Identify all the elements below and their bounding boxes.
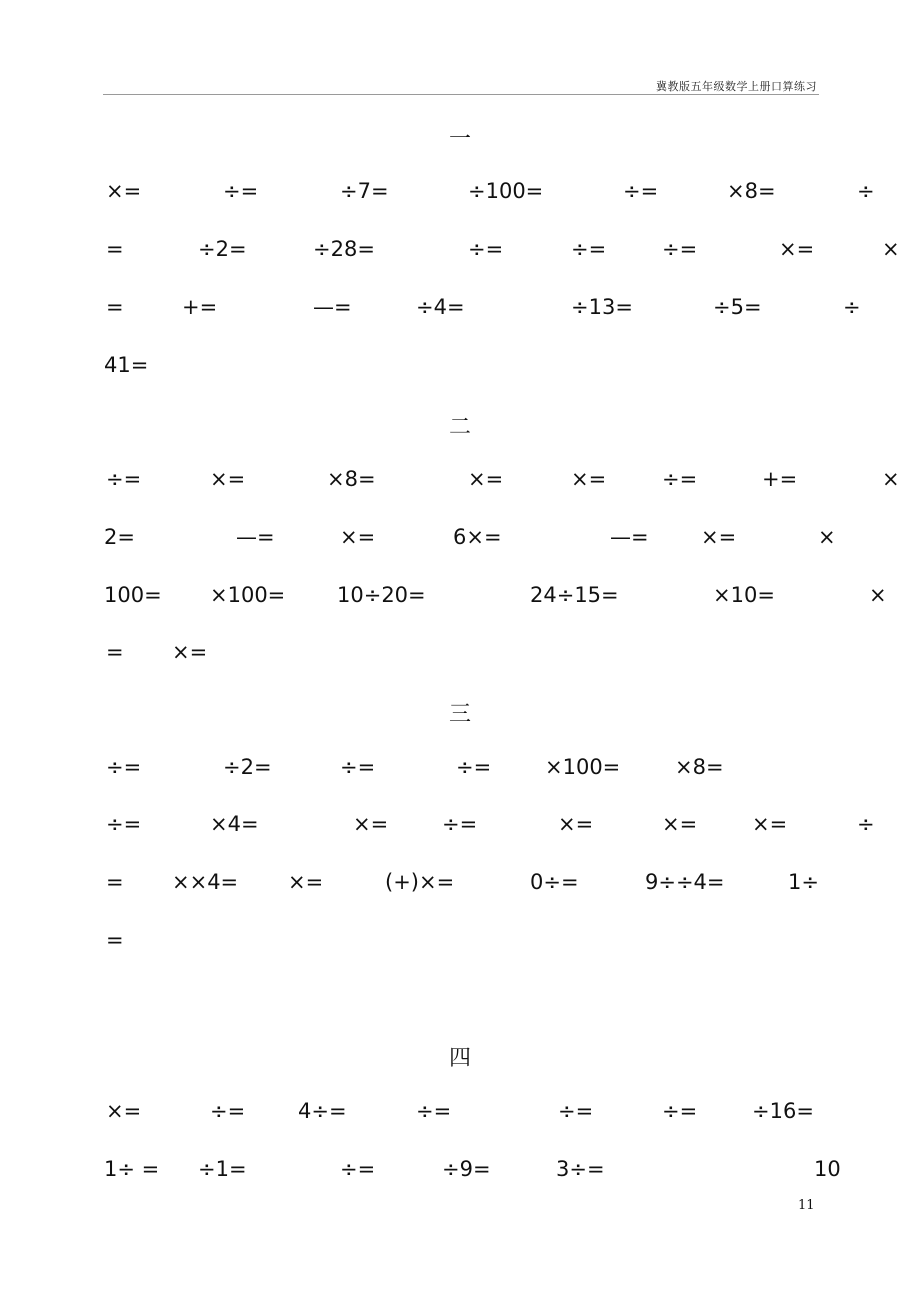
exercise-item: += — [762, 467, 798, 491]
exercise-item: —= — [236, 525, 275, 549]
exercise-item: ×8= — [727, 179, 776, 203]
exercise-item: ÷= — [340, 1157, 376, 1181]
exercise-item: ÷4= — [416, 295, 465, 319]
exercise-item: 4÷= — [298, 1099, 347, 1123]
exercise-item: = — [106, 870, 124, 894]
exercise-item: ×= — [210, 467, 246, 491]
exercise-item: ×= — [779, 237, 815, 261]
section-title: 四 — [448, 1046, 471, 1071]
exercise-item: ÷= — [662, 1099, 698, 1123]
exercise-item: ×= — [558, 812, 594, 836]
exercise-item: 100= — [104, 583, 162, 607]
section-title: 二 — [448, 415, 471, 440]
exercise-item: ×= — [468, 467, 504, 491]
exercise-item: 24÷15= — [530, 583, 619, 607]
exercise-item: 0÷= — [530, 870, 579, 894]
exercise-item: ÷= — [456, 755, 492, 779]
exercise-item: ÷13= — [571, 295, 633, 319]
exercise-item: ÷28= — [313, 237, 375, 261]
exercise-item: ÷= — [468, 237, 504, 261]
exercise-item: 1÷ = — [104, 1157, 160, 1181]
exercise-item: ×100= — [545, 755, 621, 779]
exercise-item: 1÷ — [788, 870, 819, 894]
exercise-item: ×8= — [675, 755, 724, 779]
exercise-item: ÷9= — [442, 1157, 491, 1181]
exercise-item: = — [106, 295, 124, 319]
exercise-item: ÷= — [558, 1099, 594, 1123]
exercise-item: ÷= — [340, 755, 376, 779]
section-title: 三 — [448, 702, 471, 727]
exercise-item: —= — [610, 525, 649, 549]
page-number: 11 — [798, 1198, 815, 1213]
page-header — [103, 78, 819, 95]
exercise-item: (+)×= — [385, 870, 455, 894]
exercise-item: ÷1= — [198, 1157, 247, 1181]
exercise-item: ×8= — [327, 467, 376, 491]
exercise-item: ×= — [106, 1099, 142, 1123]
exercise-item: ×= — [701, 525, 737, 549]
exercise-item: ××4= — [172, 870, 239, 894]
exercise-item: ÷ — [857, 812, 875, 836]
exercise-item: × — [869, 583, 887, 607]
exercise-item: × — [882, 467, 900, 491]
exercise-item: × — [882, 237, 900, 261]
exercise-item: ÷= — [106, 812, 142, 836]
exercise-item: 3÷= — [556, 1157, 605, 1181]
exercise-item: ×= — [353, 812, 389, 836]
exercise-item: ÷5= — [713, 295, 762, 319]
exercise-item: ×= — [571, 467, 607, 491]
exercise-item: ÷= — [662, 467, 698, 491]
exercise-item: ×100= — [210, 583, 286, 607]
exercise-item: ÷2= — [198, 237, 247, 261]
exercise-item: = — [106, 640, 124, 664]
exercise-item: ÷= — [662, 237, 698, 261]
exercise-item: ×= — [172, 640, 208, 664]
exercise-item: += — [182, 295, 218, 319]
exercise-item: ÷100= — [468, 179, 544, 203]
exercise-item: ÷ — [857, 179, 875, 203]
section-title: 一 — [448, 127, 471, 152]
exercise-item: 41= — [104, 353, 149, 377]
exercise-item: ×= — [662, 812, 698, 836]
exercise-item: ×4= — [210, 812, 259, 836]
exercise-item: ÷ — [843, 295, 861, 319]
exercise-item: ÷= — [106, 467, 142, 491]
exercise-item: ÷2= — [223, 755, 272, 779]
exercise-item: 9÷÷4= — [645, 870, 725, 894]
exercise-item: × — [818, 525, 836, 549]
exercise-item: ÷= — [416, 1099, 452, 1123]
exercise-item: ÷= — [571, 237, 607, 261]
exercise-item: ×= — [288, 870, 324, 894]
exercise-item: 2= — [104, 525, 135, 549]
exercise-item: ÷16= — [752, 1099, 814, 1123]
exercise-item: ÷7= — [340, 179, 389, 203]
exercise-item: ×10= — [713, 583, 775, 607]
exercise-item: 6×= — [453, 525, 502, 549]
exercise-item: 10÷20= — [337, 583, 426, 607]
exercise-item: ÷= — [106, 755, 142, 779]
exercise-item: ÷= — [442, 812, 478, 836]
exercise-item: ÷= — [223, 179, 259, 203]
exercise-item: ×= — [752, 812, 788, 836]
exercise-item: —= — [313, 295, 352, 319]
header-title: 冀教版五年级数学上册口算练习 — [656, 80, 817, 93]
exercise-item: ×= — [106, 179, 142, 203]
exercise-item: = — [106, 928, 124, 952]
exercise-item: ÷= — [210, 1099, 246, 1123]
exercise-item: 10 — [814, 1157, 841, 1181]
exercise-item: ×= — [340, 525, 376, 549]
exercise-item: ÷= — [623, 179, 659, 203]
exercise-item: = — [106, 237, 124, 261]
